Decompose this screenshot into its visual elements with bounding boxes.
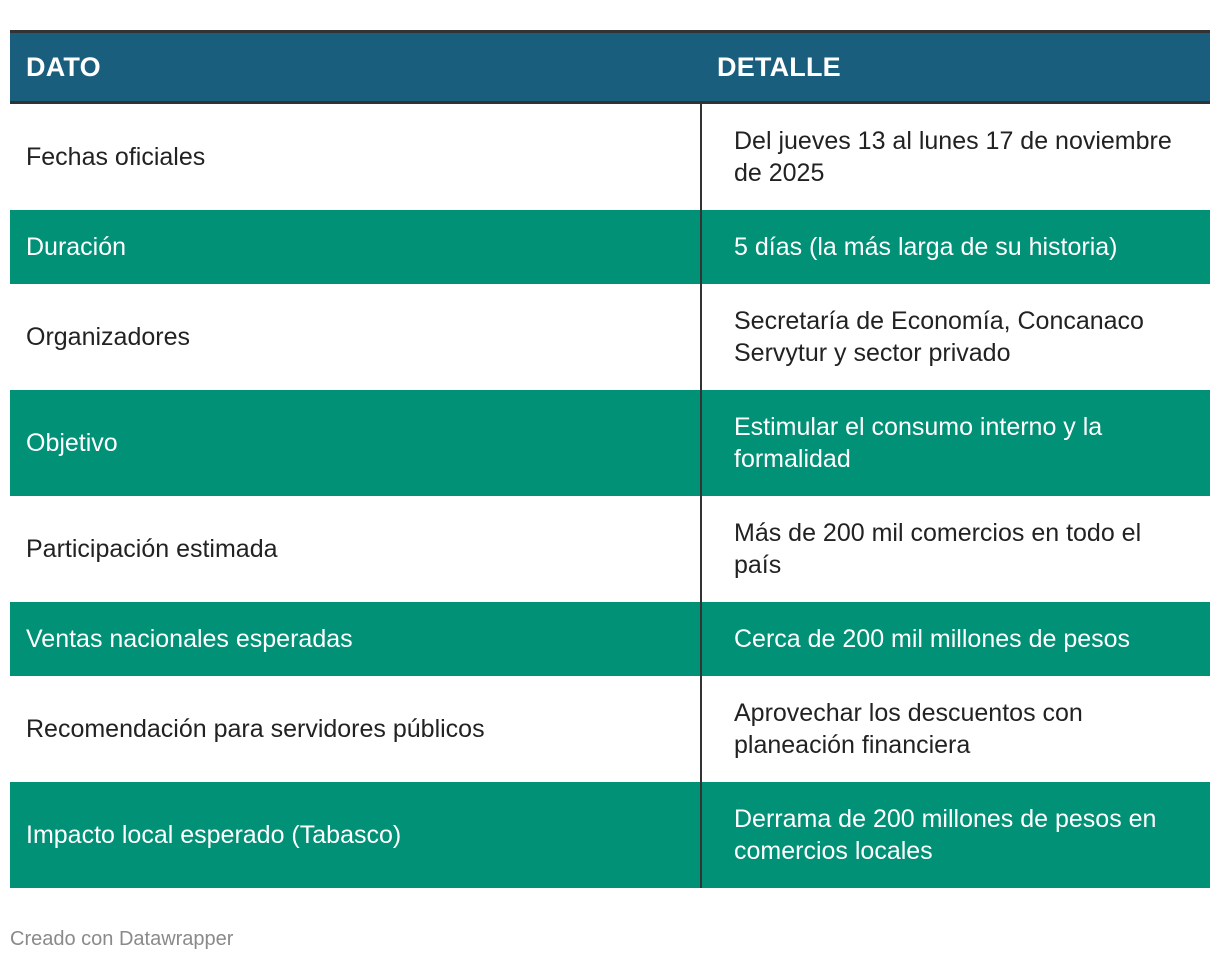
table-header-row <box>10 32 1210 103</box>
cell-dato: Duración <box>10 210 701 284</box>
data-table-container <box>10 30 1210 888</box>
table-row <box>10 390 1210 496</box>
data-table <box>10 30 1210 888</box>
table-row <box>10 103 1210 211</box>
cell-dato: Participación estimada <box>10 496 701 602</box>
cell-dato: Recomendación para servidores públicos <box>10 676 701 782</box>
cell-dato: Objetivo <box>10 390 701 496</box>
table-header <box>10 32 1210 103</box>
table-row <box>10 210 1210 284</box>
cell-dato: Ventas nacionales esperadas <box>10 602 701 676</box>
cell-dato: Impacto local esperado (Tabasco) <box>10 782 701 888</box>
column-header-detalle[interactable]: DETALLE <box>701 32 1210 103</box>
cell-dato: Fechas oficiales <box>10 103 701 211</box>
cell-detalle: Cerca de 200 mil millones de pesos <box>734 625 1131 653</box>
table-body <box>10 103 1210 889</box>
table-row <box>10 782 1210 888</box>
table-row <box>10 496 1210 602</box>
table-row <box>10 602 1210 676</box>
cell-detalle: 5 días (la más larga de su historia) <box>734 233 1118 261</box>
cell-detalle: Estimular el consumo interno y la formalidad <box>734 413 1103 473</box>
column-header-dato[interactable]: DATO <box>10 32 701 103</box>
cell-detalle: Secretaría de Economía, Concanaco Servytur y sector privado <box>734 307 1144 367</box>
cell-detalle: Más de 200 mil comercios en todo el país <box>734 519 1142 579</box>
cell-detalle: Aprovechar los descuentos con planeación financiera <box>734 699 1083 759</box>
datawrapper-credit: Creado con Datawrapper <box>10 928 234 950</box>
table-row <box>10 676 1210 782</box>
cell-detalle: Del jueves 13 al lunes 17 de noviembre de 2025 <box>734 127 1172 187</box>
cell-detalle: Derrama de 200 millones de pesos en comercios locales <box>734 805 1157 865</box>
cell-dato: Organizadores <box>10 284 701 390</box>
table-row <box>10 284 1210 390</box>
